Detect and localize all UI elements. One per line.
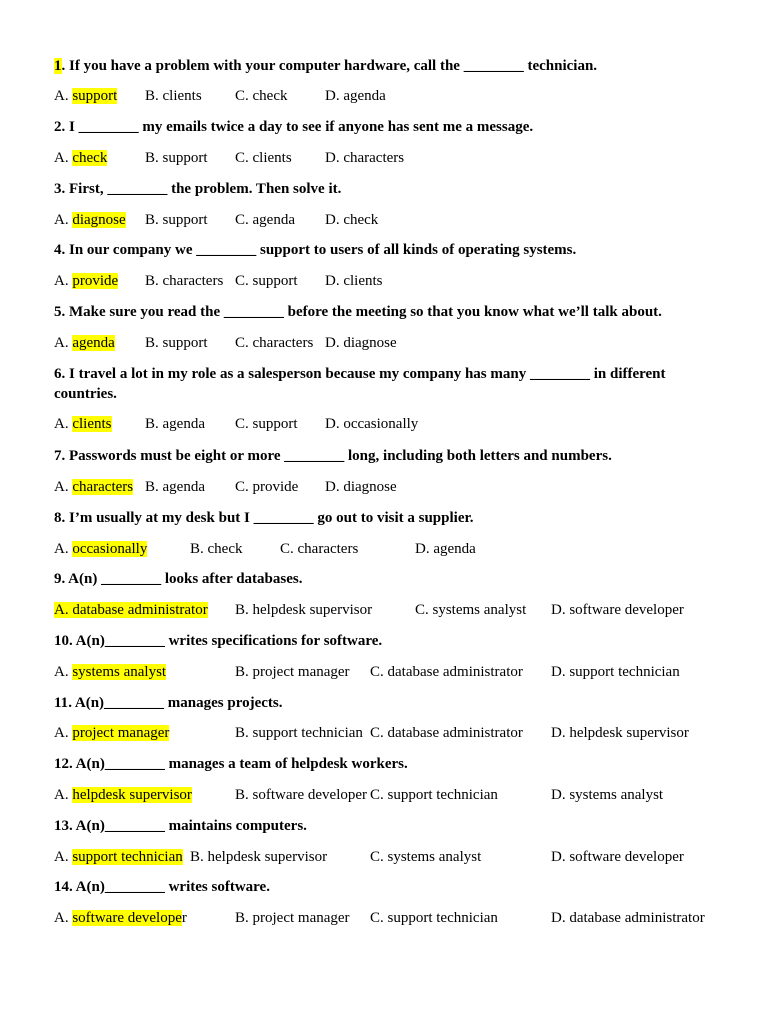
- option-d: D. systems analyst: [551, 787, 664, 803]
- options-12: [54, 785, 754, 805]
- option-d: D. agenda: [325, 88, 386, 104]
- question-text: . I’m usually at my desk but I ________ go out to visit a supplier.: [61, 510, 474, 526]
- question-10: [54, 631, 714, 651]
- option-d: D. agenda: [415, 541, 476, 557]
- question-number: 5: [54, 304, 62, 320]
- option-c: C. database administrator: [370, 664, 523, 680]
- question-text: . If you have a problem with your computer hardware, call the ________ technician.: [61, 58, 598, 74]
- option-c: C. database administrator: [370, 725, 523, 741]
- question-text: . A(n)________ writes software.: [69, 879, 270, 895]
- question-number: 13: [54, 818, 69, 834]
- answer-highlight: support: [72, 88, 118, 104]
- option-c: C. support technician: [370, 910, 498, 926]
- option-d: D. support technician: [551, 664, 680, 680]
- option-a: A. systems analyst: [54, 664, 167, 680]
- option-b: B. characters: [145, 273, 224, 289]
- option-a: A. provide: [54, 273, 119, 289]
- option-b: B. software developer: [235, 787, 368, 803]
- option-a: A. check: [54, 150, 108, 166]
- question-number: 11: [54, 695, 69, 711]
- option-a: A. characters: [54, 479, 134, 495]
- options-8: [54, 539, 754, 559]
- answer-highlight: systems analyst: [72, 664, 167, 680]
- answer-highlight: check: [72, 150, 108, 166]
- option-c: C. support: [235, 416, 298, 432]
- question-13: [54, 816, 714, 836]
- question-11: [54, 693, 714, 713]
- answer-highlight: agenda: [72, 335, 115, 351]
- question-6: [54, 364, 714, 404]
- answer-highlight: project manager: [72, 725, 170, 741]
- option-c: C. support technician: [370, 787, 498, 803]
- question-8: [54, 508, 714, 528]
- option-d: D. clients: [325, 273, 383, 289]
- question-text: . In our company we ________ support to users of all kinds of operating systems.: [61, 242, 577, 258]
- option-a: A. diagnose: [54, 212, 126, 228]
- options-9: [54, 600, 754, 620]
- option-d: D. occasionally: [325, 416, 419, 432]
- options-7: [54, 477, 754, 497]
- option-d: D. software developer: [551, 602, 684, 618]
- answer-highlight: clients: [72, 416, 112, 432]
- option-b: B. support: [145, 150, 208, 166]
- option-b: B. project manager: [235, 664, 350, 680]
- option-a: A. clients: [54, 416, 112, 432]
- question-3: [54, 179, 714, 199]
- option-b: B. check: [190, 541, 243, 557]
- options-14: [54, 908, 754, 928]
- option-c: C. support: [235, 273, 298, 289]
- question-text: . A(n)________ manages projects.: [68, 695, 283, 711]
- option-d: D. characters: [325, 150, 405, 166]
- question-1: [54, 56, 714, 76]
- question-number: 2: [54, 119, 62, 135]
- options-4: [54, 271, 754, 291]
- option-a: A. agenda: [54, 335, 115, 351]
- answer-highlight: helpdesk supervisor: [72, 787, 192, 803]
- question-12: [54, 754, 714, 774]
- option-d: D. check: [325, 212, 379, 228]
- options-6: [54, 414, 754, 434]
- options-5: [54, 333, 754, 353]
- question-7: [54, 446, 714, 466]
- option-b: B. agenda: [145, 479, 205, 495]
- options-3: [54, 210, 754, 230]
- option-b: B. helpdesk supervisor: [235, 602, 373, 618]
- options-11: [54, 723, 754, 743]
- option-c: C. characters: [235, 335, 314, 351]
- option-c: C. systems analyst: [370, 849, 482, 865]
- question-number: 7: [54, 448, 62, 464]
- options-10: [54, 662, 754, 682]
- question-number-highlighted: 1: [54, 58, 62, 74]
- option-b: B. clients: [145, 88, 202, 104]
- options-2: [54, 148, 754, 168]
- option-b: B. support: [145, 212, 208, 228]
- question-text: . First, ________ the problem. Then solve it.: [61, 181, 342, 197]
- option-a: A. support: [54, 88, 118, 104]
- option-a: [54, 600, 208, 620]
- answer-highlight: provide: [72, 273, 119, 289]
- option-b: B. support technician: [235, 725, 363, 741]
- question-text: . Make sure you read the ________ before the meeting so that you know what we’ll talk about.: [61, 304, 662, 320]
- answer-highlight: characters: [72, 479, 134, 495]
- option-c: C. agenda: [235, 212, 295, 228]
- question-9: [54, 569, 714, 589]
- question-text: . A(n) ________ looks after databases.: [61, 571, 303, 587]
- options-1: [54, 86, 754, 106]
- answer-highlight: software develope: [72, 910, 182, 926]
- option-a: A. project manager: [54, 725, 170, 741]
- question-text: . I travel a lot in my role as a salesperson because my company has many ________ in different countries.: [54, 366, 666, 402]
- answer-highlight: diagnose: [72, 212, 126, 228]
- question-text: . A(n)________ writes specifications for software.: [69, 633, 383, 649]
- option-d: D. software developer: [551, 849, 684, 865]
- option-d: D. diagnose: [325, 479, 397, 495]
- option-a: A. helpdesk supervisor: [54, 787, 192, 803]
- question-text: . Passwords must be eight or more ________ long, including both letters and numbers.: [61, 448, 612, 464]
- option-b: B. project manager: [235, 910, 350, 926]
- question-number: 4: [54, 242, 62, 258]
- option-a: A. support technician: [54, 849, 183, 865]
- option-d: D. helpdesk supervisor: [551, 725, 689, 741]
- option-b: B. support: [145, 335, 208, 351]
- question-number: 12: [54, 756, 69, 772]
- question-number: 9: [54, 571, 62, 587]
- answer-highlight: occasionally: [72, 541, 148, 557]
- option-c: C. characters: [280, 541, 359, 557]
- option-b: B. helpdesk supervisor: [190, 849, 328, 865]
- question-text: . I ________ my emails twice a day to see if anyone has sent me a message.: [61, 119, 534, 135]
- question-number: 3: [54, 181, 62, 197]
- option-c: C. clients: [235, 150, 292, 166]
- option-c: C. provide: [235, 479, 299, 495]
- question-number: 6: [54, 366, 62, 382]
- option-c: C. check: [235, 88, 288, 104]
- question-number: 8: [54, 510, 62, 526]
- option-d: D. database administrator: [551, 910, 705, 926]
- question-number: 14: [54, 879, 69, 895]
- option-c: C. systems analyst: [415, 602, 527, 618]
- question-2: [54, 117, 714, 137]
- question-text: . A(n)________ maintains computers.: [69, 818, 307, 834]
- option-d: D. diagnose: [325, 335, 397, 351]
- question-number: 10: [54, 633, 69, 649]
- options-13: [54, 847, 754, 867]
- option-a: A. software developer: [54, 910, 187, 926]
- question-14: [54, 877, 714, 897]
- question-text: . A(n)________ manages a team of helpdesk workers.: [69, 756, 408, 772]
- answer-highlight: A. database administrator: [54, 602, 208, 618]
- answer-highlight: support technician: [72, 849, 183, 865]
- question-4: [54, 240, 714, 260]
- question-5: [54, 302, 714, 322]
- option-b: B. agenda: [145, 416, 205, 432]
- option-a: A. occasionally: [54, 541, 148, 557]
